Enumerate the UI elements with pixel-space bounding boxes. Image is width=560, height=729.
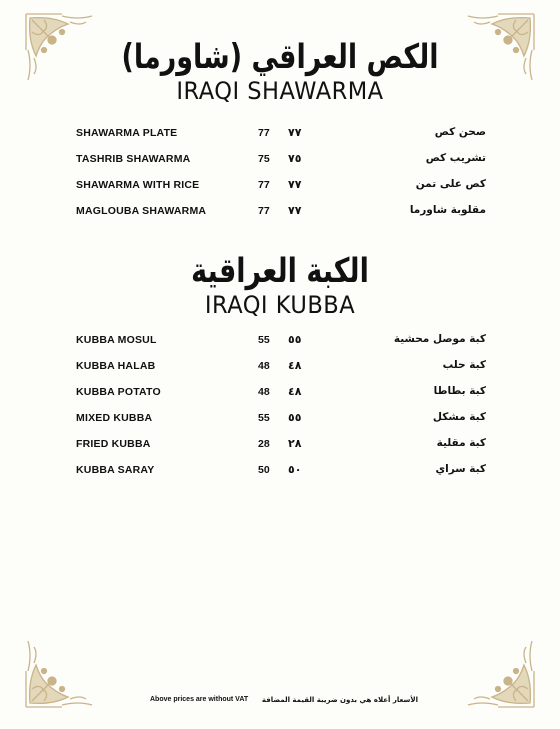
menu-item — [0, 332, 560, 358]
menu-list-shawarma — [0, 125, 560, 229]
item-name-ar: كبة بطاطا — [433, 385, 486, 397]
corner-ornament-bottom-left-icon — [22, 635, 98, 711]
menu-item — [0, 358, 560, 384]
item-name-en: KUBBA SARAY — [76, 464, 155, 476]
menu-item — [0, 203, 560, 229]
item-name-ar: كبة موصل محشية — [393, 333, 486, 345]
item-name-ar: كبة سراي — [435, 463, 486, 475]
item-price-ar: ٧٧ — [288, 126, 302, 139]
item-name-ar: كبة مقلية — [436, 437, 486, 449]
item-price-ar: ٢٨ — [288, 437, 302, 450]
item-price-ar: ٧٧ — [288, 178, 302, 191]
item-price: 55 — [258, 334, 270, 346]
menu-item — [0, 384, 560, 410]
item-name-ar: مقلوبة شاورما — [409, 204, 486, 216]
menu-item — [0, 151, 560, 177]
item-name-ar: كص على تمن — [415, 178, 486, 190]
vat-note-en: Above prices are without VAT — [150, 696, 249, 703]
item-price: 55 — [258, 412, 270, 424]
item-price-ar: ٥٥ — [288, 411, 302, 424]
menu-item — [0, 410, 560, 436]
item-name-en: SHAWARMA PLATE — [76, 127, 178, 139]
vat-note-ar: الأسعار أعلاه هي بدون ضريبة القيمة المضافة — [261, 696, 418, 704]
section-title-en: IRAQI KUBBA — [204, 291, 356, 319]
item-price-ar: ٤٨ — [288, 385, 302, 398]
item-price: 77 — [258, 179, 270, 191]
item-price-ar: ٧٧ — [288, 204, 302, 217]
section-header-shawarma — [0, 38, 560, 105]
item-name-ar: تشريب كص — [425, 152, 486, 164]
item-price-ar: ٥٠ — [288, 463, 302, 476]
section-title-ar: الكص العراقي (شاورما) — [121, 38, 439, 77]
menu-list-kubba — [0, 332, 560, 488]
item-name-ar: صحن كص — [434, 126, 486, 138]
item-price: 48 — [258, 386, 270, 398]
item-name-en: FRIED KUBBA — [76, 438, 151, 450]
item-price: 77 — [258, 127, 270, 139]
item-name-en: MIXED KUBBA — [76, 412, 153, 424]
menu-item — [0, 462, 560, 488]
corner-ornament-bottom-right-icon — [462, 635, 538, 711]
item-price: 77 — [258, 205, 270, 217]
item-price-ar: ٤٨ — [288, 359, 302, 372]
item-name-en: SHAWARMA WITH RICE — [76, 179, 200, 191]
menu-item — [0, 177, 560, 203]
item-name-en: KUBBA POTATO — [76, 386, 161, 398]
menu-item — [0, 125, 560, 151]
section-title-ar: الكبة العراقية — [191, 252, 369, 291]
item-name-ar: كبة حلب — [442, 359, 486, 371]
menu-item — [0, 436, 560, 462]
item-price: 50 — [258, 464, 270, 476]
item-name-en: KUBBA MOSUL — [76, 334, 157, 346]
item-price-ar: ٥٥ — [288, 333, 302, 346]
item-price-ar: ٧٥ — [288, 152, 302, 165]
item-name-ar: كبة مشكل — [432, 411, 486, 423]
section-header-kubba — [0, 252, 560, 319]
item-name-en: KUBBA HALAB — [76, 360, 156, 372]
section-title-en: IRAQI SHAWARMA — [176, 77, 384, 105]
item-name-en: MAGLOUBA SHAWARMA — [76, 205, 207, 217]
item-price: 48 — [258, 360, 270, 372]
item-price: 28 — [258, 438, 270, 450]
item-name-en: TASHRIB SHAWARMA — [76, 153, 191, 165]
item-price: 75 — [258, 153, 270, 165]
